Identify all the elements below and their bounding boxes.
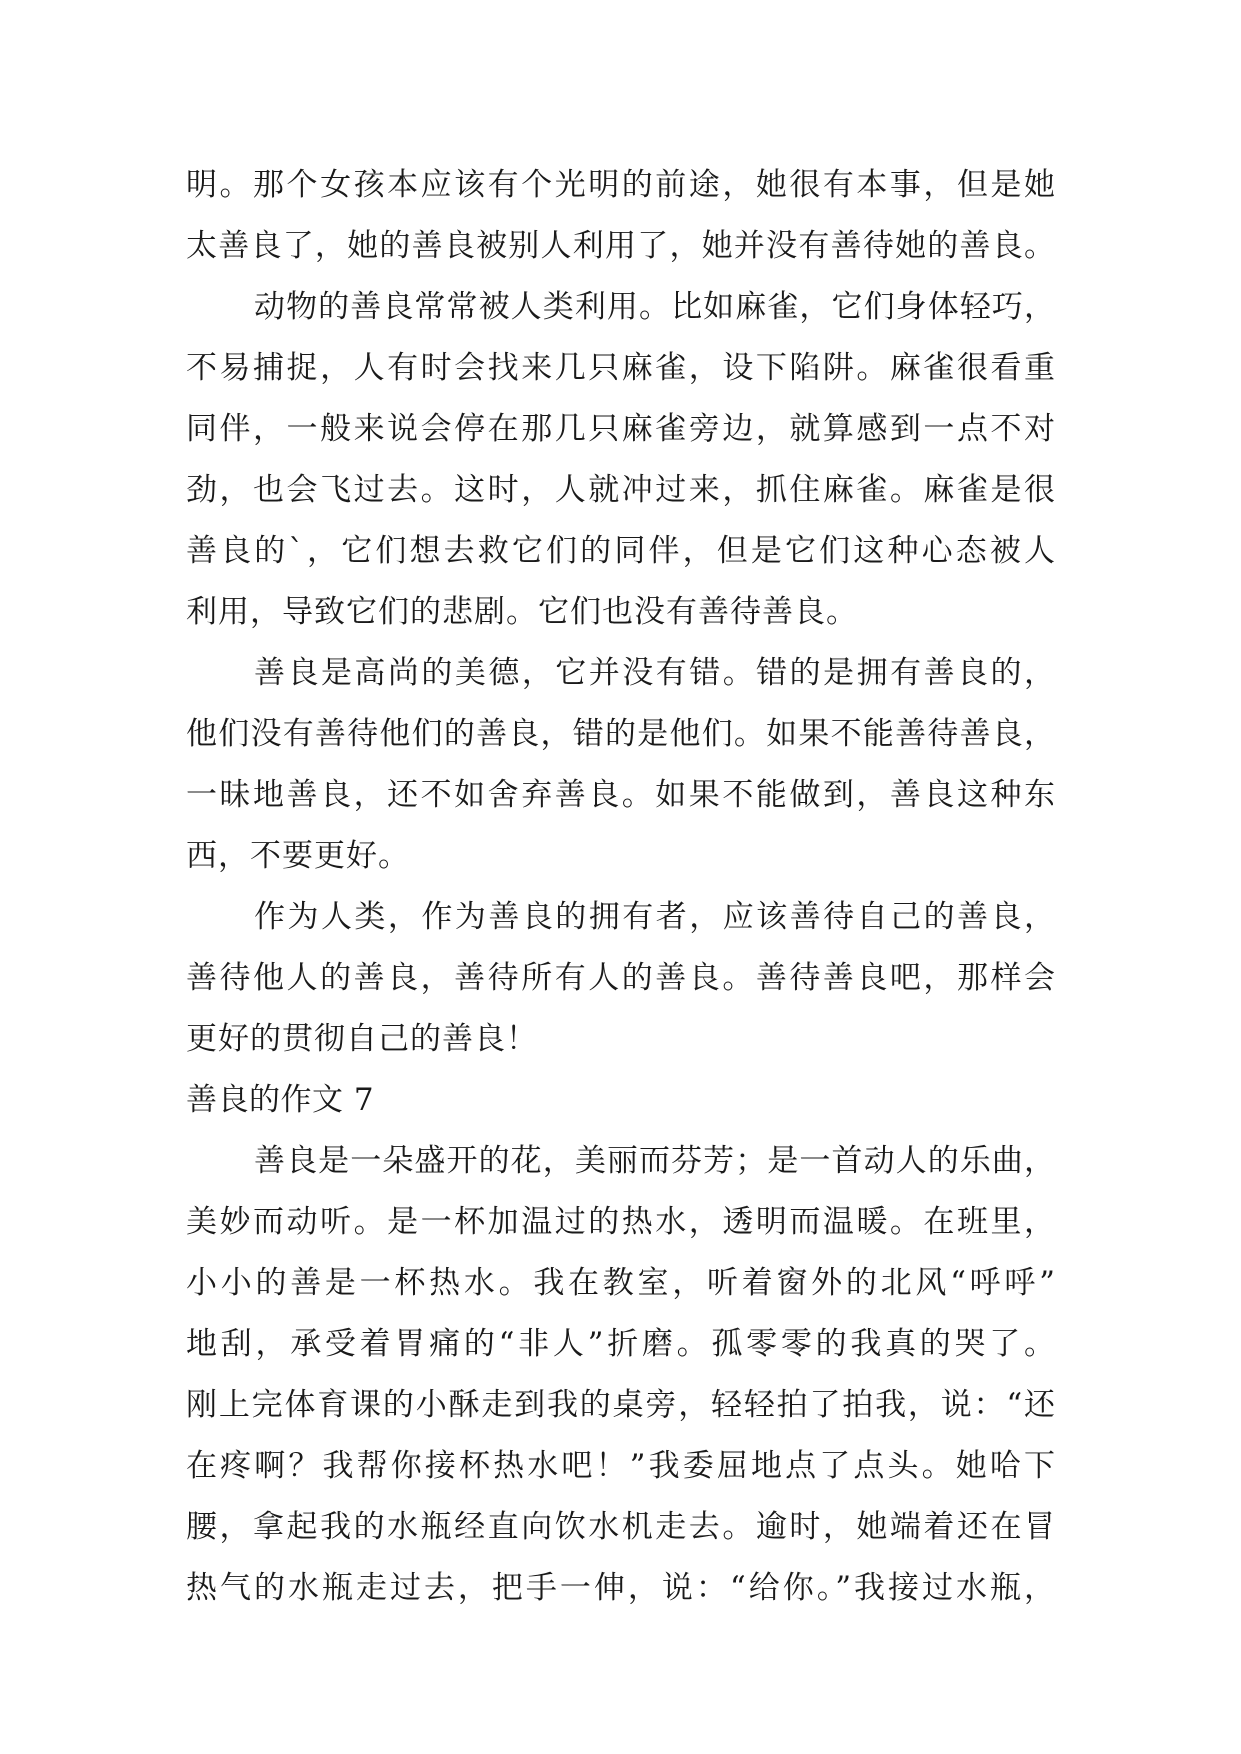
text-line: 善待他人的善良，善待所有人的善良。善待善良吧，那样会 [186, 960, 1056, 996]
text-line: 明。那个女孩本应该有个光明的前途，她很有本事，但是她 [186, 167, 1056, 203]
text-line: 美妙而动听。是一杯加温过的热水，透明而温暖。在班里， [186, 1204, 1056, 1240]
text-line: 他们没有善待他们的善良，错的是他们。如果不能善待善良， [186, 716, 1056, 752]
text-line: 不易捕捉，人有时会找来几只麻雀，设下陷阱。麻雀很看重 [186, 350, 1056, 386]
text-line: 劲，也会飞过去。这时，人就冲过来，抓住麻雀。麻雀是很 [186, 472, 1056, 508]
essay-body [186, 155, 1056, 1619]
text-line: 刚上完体育课的小酥走到我的桌旁，轻轻拍了拍我，说：“还 [186, 1387, 1056, 1423]
text-line: 小小的善是一杯热水。我在教室，听着窗外的北风“呼呼” [186, 1265, 1056, 1301]
paragraph-last-line: 利用，导致它们的悲剧。它们也没有善待善良。 [186, 594, 858, 630]
text-line: 一昧地善良，还不如舍弃善良。如果不能做到，善良这种东 [186, 777, 1056, 813]
section-heading: 善良的作文 7 [186, 1082, 375, 1118]
paragraph-first-line: 善良是一朵盛开的花，美丽而芬芳；是一首动人的乐曲， [254, 1143, 1056, 1179]
text-line: 在疼啊？我帮你接杯热水吧！”我委屈地点了点头。她哈下 [186, 1448, 1056, 1484]
paragraph-last-line: 更好的贯彻自己的善良！ [186, 1021, 538, 1057]
paragraph-last-line: 西，不要更好。 [186, 838, 410, 874]
text-line: 热气的水瓶走过去，把手一伸，说：“给你。”我接过水瓶， [186, 1570, 1056, 1606]
text-line: 腰，拿起我的水瓶经直向饮水机走去。逾时，她端着还在冒 [186, 1509, 1056, 1545]
paragraph-first-line: 作为人类，作为善良的拥有者，应该善待自己的善良， [254, 899, 1056, 935]
paragraph-first-line: 动物的善良常常被人类利用。比如麻雀，它们身体轻巧， [254, 289, 1056, 325]
text-line: 善良的`，它们想去救它们的同伴，但是它们这种心态被人 [186, 533, 1056, 569]
text-line: 太善良了，她的善良被别人利用了，她并没有善待她的善良。 [186, 228, 1056, 264]
text-line: 同伴，一般来说会停在那几只麻雀旁边，就算感到一点不对 [186, 411, 1056, 447]
text-line: 地刮，承受着胃痛的“非人”折磨。孤零零的我真的哭了。 [186, 1326, 1056, 1362]
paragraph-first-line: 善良是高尚的美德，它并没有错。错的是拥有善良的， [254, 655, 1056, 691]
